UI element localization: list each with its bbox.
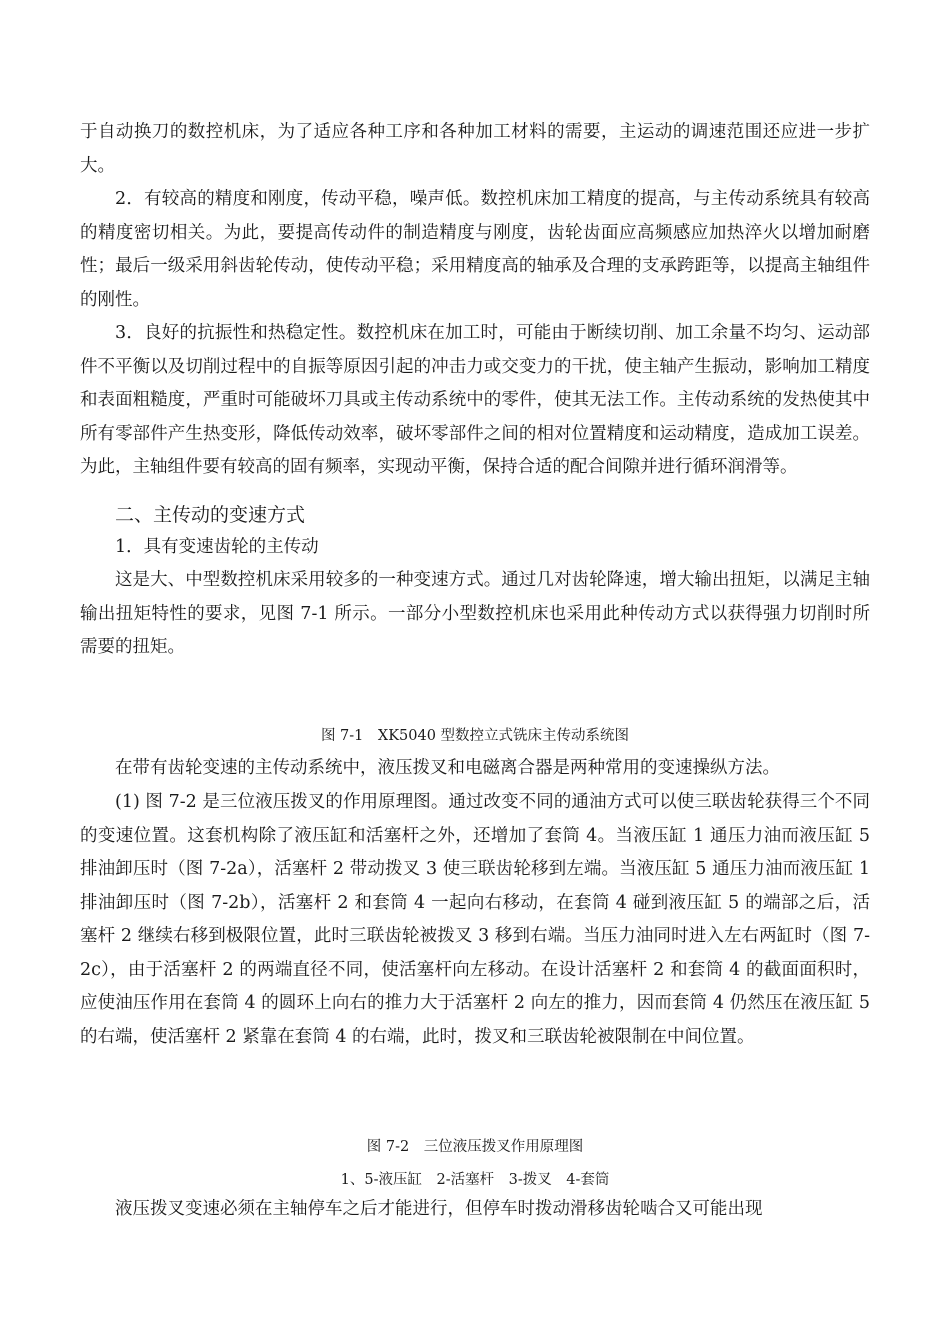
paragraph-shift-methods: 在带有齿轮变速的主传动系统中，液压拨叉和电磁离合器是两种常用的变速操纵方法。 [115,758,780,778]
paragraph-gear-drive: 这是大、中型数控机床采用较多的一种变速方式。通过几对齿轮降速，增大输出扭矩，以满足主轴输出扭矩特性的要求，见图 7-1 所示。一部分小型数控机床也采用此种传动方式以获得强力切削时所需要的扭矩。 [80,570,870,657]
sub-heading: 1．具有变速齿轮的主传动 [115,537,319,557]
paragraph-continuation: 于自动换刀的数控机床，为了适应各种工序和各种加工材料的需要，主运动的调速范围还应进一步扩大。 [80,122,870,176]
paragraph-precision: 2．有较高的精度和刚度，传动平稳，噪声低。数控机床加工精度的提高，与主传动系统具有较高的精度密切相关。为此，要提高传动件的制造精度与刚度，齿轮齿面应高频感应加热淬火以增加耐磨性；最后一级采用斜齿轮传动，使传动平稳；采用精度高的轴承及合理的支承跨距等，以提高主轴组件的刚性。 [80,189,870,310]
paragraph-vibration: 3．良好的抗振性和热稳定性。数控机床在加工时，可能由于断续切削、加工余量不均匀、运动部件不平衡以及切削过程中的自振等原因引起的冲击力或交变力的干扰，使主轴产生振动，影响加工精度和表面粗糙度，严重时可能破坏刀具或主传动系统中的零件，使其无法工作。主传动系统的发热使其中所有零部件产生热变形，降低传动效率，破坏零部件之间的相对位置精度和运动精度，造成加工误差。为此，主轴组件要有较高的固有频率，实现动平衡，保持合适的配合间隙并进行循环润滑等。 [80,323,870,477]
figure-7-1-caption: 图 7-1 XK5040 型数控立式铣床主传动系统图 [320,728,630,744]
paragraph-hydraulic-fork: (1) 图 7-2 是三位液压拨叉的作用原理图。通过改变不同的通油方式可以使三联齿轮获得三个不同的变速位置。这套机构除了液压缸和活塞杆之外，还增加了套筒 4。当液压缸 1 通压力油而液压缸 5 排油卸压时（图 7-2a），活塞杆 2 带动拨叉 3 使三联齿轮移到左端。当液压缸 5 通压力油而液压缸 1 排油卸压时（图 7-2b），活塞杆 2 和套筒 4 一起向右移动，在套筒 4 碰到液压缸 5 的端部之后，活塞杆 2 继续右移到极限位置，此时三联齿轮被拨叉 3 移到右端。当压力油同时进入左右两缸时（图 7-2c），由于活塞杆 2 的两端直径不同，使活塞杆向左移动。在设计活塞杆 2 和套筒 4 的截面面积时，应使油压作用在套筒 4 的圆环上向右的推力大于活塞杆 2 向左的推力，因而套筒 4 仍然压在液压缸 5 的右端，使活塞杆 2 紧靠在套筒 4 的右端，此时，拨叉和三联齿轮被限制在中间位置。 [80,792,870,1047]
figure-7-2-caption: 图 7-2 三位液压拨叉作用原理图 [366,1139,584,1155]
section-heading: 二、主传动的变速方式 [115,504,306,526]
paragraph-final: 液压拨叉变速必须在主轴停车之后才能进行，但停车时拨动滑移齿轮啮合又可能出现 [115,1199,763,1219]
figure-7-2-legend: 1、5-液压缸 2-活塞杆 3-拨叉 4-套筒 [340,1172,610,1188]
